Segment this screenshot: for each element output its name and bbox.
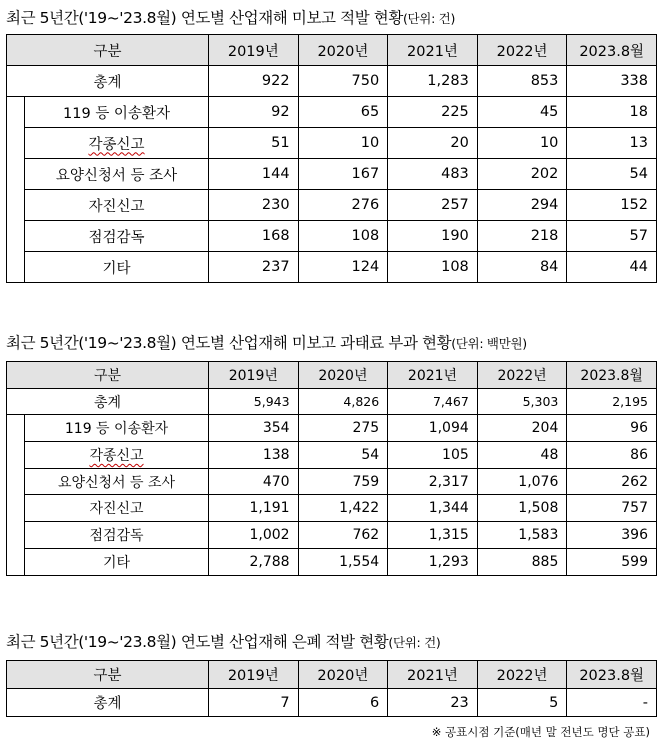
table-row	[7, 252, 657, 283]
row-label: 총계	[7, 388, 209, 415]
value-cell: 750	[298, 66, 388, 97]
table-row	[7, 442, 657, 469]
indent-cell	[7, 468, 25, 495]
table1-total-row	[7, 66, 657, 97]
header-cell: 2023.8월	[567, 661, 657, 689]
table-row	[7, 190, 657, 221]
row-label	[25, 442, 209, 469]
value-cell: 202	[477, 159, 567, 190]
table-row	[7, 495, 657, 522]
header-cell: 2023.8월	[567, 362, 657, 389]
header-cell: 2022년	[477, 362, 567, 389]
value-cell: 1,422	[298, 495, 388, 522]
value-cell: 354	[209, 415, 299, 442]
value-cell: 1,191	[209, 495, 299, 522]
value-cell: 1,094	[388, 415, 478, 442]
row-label	[25, 128, 209, 159]
row-label: 119 등 이송환자	[25, 97, 209, 128]
value-cell: 853	[477, 66, 567, 97]
value-cell: 18	[567, 97, 657, 128]
header-cell: 2020년	[298, 362, 388, 389]
value-cell: 124	[298, 252, 388, 283]
value-cell: 1,293	[388, 548, 478, 575]
value-cell: 167	[298, 159, 388, 190]
table-row	[7, 128, 657, 159]
value-cell: 138	[209, 442, 299, 469]
header-cell: 2023.8월	[567, 35, 657, 66]
table2-title-text: 최근 5년간('19~'23.8월) 연도별 산업재해 미보고 과태료 부과 현황	[6, 334, 452, 352]
table1-title-text: 최근 5년간('19~'23.8월) 연도별 산업재해 미보고 적발 현황	[6, 9, 403, 27]
value-cell: 144	[209, 159, 299, 190]
value-cell: 5,943	[209, 388, 299, 415]
row-label: 요양신청서 등 조사	[25, 159, 209, 190]
header-cell: 2022년	[477, 35, 567, 66]
header-cell: 2021년	[388, 35, 478, 66]
indent-cell	[7, 442, 25, 469]
value-cell: 7,467	[388, 388, 478, 415]
table1-header-row	[7, 35, 657, 66]
value-cell: 470	[209, 468, 299, 495]
value-cell: -	[567, 689, 657, 717]
value-cell: 922	[209, 66, 299, 97]
table1	[6, 34, 657, 283]
value-cell: 2,195	[567, 388, 657, 415]
table3-title-text: 최근 5년간('19~'23.8월) 연도별 산업재해 은폐 적발 현황	[6, 633, 389, 651]
header-cell: 구분	[7, 661, 209, 689]
table2-unit: (단위: 백만원)	[451, 336, 527, 351]
value-cell: 1,002	[209, 522, 299, 549]
value-cell: 54	[567, 159, 657, 190]
value-cell: 262	[567, 468, 657, 495]
indent-cell	[7, 190, 25, 221]
value-cell: 92	[209, 97, 299, 128]
value-cell: 7	[209, 689, 299, 717]
value-cell: 152	[567, 190, 657, 221]
value-cell: 1,508	[477, 495, 567, 522]
header-cell: 2020년	[298, 35, 388, 66]
value-cell: 2,317	[388, 468, 478, 495]
value-cell: 13	[567, 128, 657, 159]
value-cell: 5	[477, 689, 567, 717]
table3-title	[6, 630, 440, 652]
table2-total-row	[7, 388, 657, 415]
value-cell: 237	[209, 252, 299, 283]
table-row	[7, 468, 657, 495]
value-cell: 45	[477, 97, 567, 128]
value-cell: 96	[567, 415, 657, 442]
row-label-text: 각종신고	[88, 136, 145, 153]
value-cell: 168	[209, 221, 299, 252]
indent-cell	[7, 221, 25, 252]
value-cell: 759	[298, 468, 388, 495]
value-cell: 483	[388, 159, 478, 190]
value-cell: 225	[388, 97, 478, 128]
value-cell: 2,788	[209, 548, 299, 575]
header-cell: 2019년	[209, 661, 299, 689]
value-cell: 257	[388, 190, 478, 221]
row-label-text: 각종신고	[89, 447, 144, 464]
value-cell: 108	[298, 221, 388, 252]
header-cell: 구분	[7, 35, 209, 66]
header-cell: 2022년	[477, 661, 567, 689]
indent-cell	[7, 415, 25, 442]
value-cell: 276	[298, 190, 388, 221]
table-row	[7, 221, 657, 252]
value-cell: 57	[567, 221, 657, 252]
row-label: 총계	[7, 689, 209, 717]
value-cell: 275	[298, 415, 388, 442]
value-cell: 10	[298, 128, 388, 159]
value-cell: 105	[388, 442, 478, 469]
value-cell: 48	[477, 442, 567, 469]
value-cell: 1,315	[388, 522, 478, 549]
header-cell: 2019년	[209, 35, 299, 66]
value-cell: 338	[567, 66, 657, 97]
value-cell: 190	[388, 221, 478, 252]
indent-cell	[7, 548, 25, 575]
indent-cell	[7, 522, 25, 549]
table3-total-row	[7, 689, 657, 717]
table-row	[7, 522, 657, 549]
value-cell: 6	[298, 689, 388, 717]
header-cell: 2020년	[298, 661, 388, 689]
header-cell: 2021년	[388, 661, 478, 689]
row-label: 119 등 이송환자	[25, 415, 209, 442]
row-label: 총계	[7, 66, 209, 97]
table-row	[7, 97, 657, 128]
row-label: 자진신고	[25, 495, 209, 522]
value-cell: 84	[477, 252, 567, 283]
value-cell: 65	[298, 97, 388, 128]
table2	[6, 361, 657, 576]
header-cell: 2019년	[209, 362, 299, 389]
row-label: 점검감독	[25, 221, 209, 252]
value-cell: 757	[567, 495, 657, 522]
value-cell: 294	[477, 190, 567, 221]
value-cell: 108	[388, 252, 478, 283]
value-cell: 20	[388, 128, 478, 159]
table2-header-row	[7, 362, 657, 389]
row-label: 기타	[25, 252, 209, 283]
value-cell: 1,554	[298, 548, 388, 575]
value-cell: 44	[567, 252, 657, 283]
value-cell: 1,283	[388, 66, 478, 97]
value-cell: 54	[298, 442, 388, 469]
footnote: ※ 공표시점 기준(매년 말 전년도 명단 공표)	[431, 725, 650, 739]
value-cell: 23	[388, 689, 478, 717]
value-cell: 218	[477, 221, 567, 252]
indent-cell	[7, 128, 25, 159]
value-cell: 5,303	[477, 388, 567, 415]
indent-cell	[7, 252, 25, 283]
header-cell: 2021년	[388, 362, 478, 389]
row-label: 자진신고	[25, 190, 209, 221]
value-cell: 396	[567, 522, 657, 549]
table1-unit: (단위: 건)	[402, 11, 456, 26]
table3	[6, 660, 657, 717]
value-cell: 4,826	[298, 388, 388, 415]
indent-cell	[7, 159, 25, 190]
table1-title	[6, 6, 455, 28]
table2-title	[6, 331, 527, 353]
table3-header-row	[7, 661, 657, 689]
value-cell: 86	[567, 442, 657, 469]
value-cell: 204	[477, 415, 567, 442]
value-cell: 1,344	[388, 495, 478, 522]
indent-cell	[7, 97, 25, 128]
row-label: 요양신청서 등 조사	[25, 468, 209, 495]
table-row	[7, 415, 657, 442]
value-cell: 1,076	[477, 468, 567, 495]
value-cell: 230	[209, 190, 299, 221]
indent-cell	[7, 495, 25, 522]
value-cell: 762	[298, 522, 388, 549]
table3-unit: (단위: 건)	[388, 635, 441, 650]
value-cell: 10	[477, 128, 567, 159]
header-cell: 구분	[7, 362, 209, 389]
row-label: 점검감독	[25, 522, 209, 549]
value-cell: 599	[567, 548, 657, 575]
table-row	[7, 548, 657, 575]
table-row	[7, 159, 657, 190]
value-cell: 1,583	[477, 522, 567, 549]
value-cell: 885	[477, 548, 567, 575]
row-label: 기타	[25, 548, 209, 575]
value-cell: 51	[209, 128, 299, 159]
